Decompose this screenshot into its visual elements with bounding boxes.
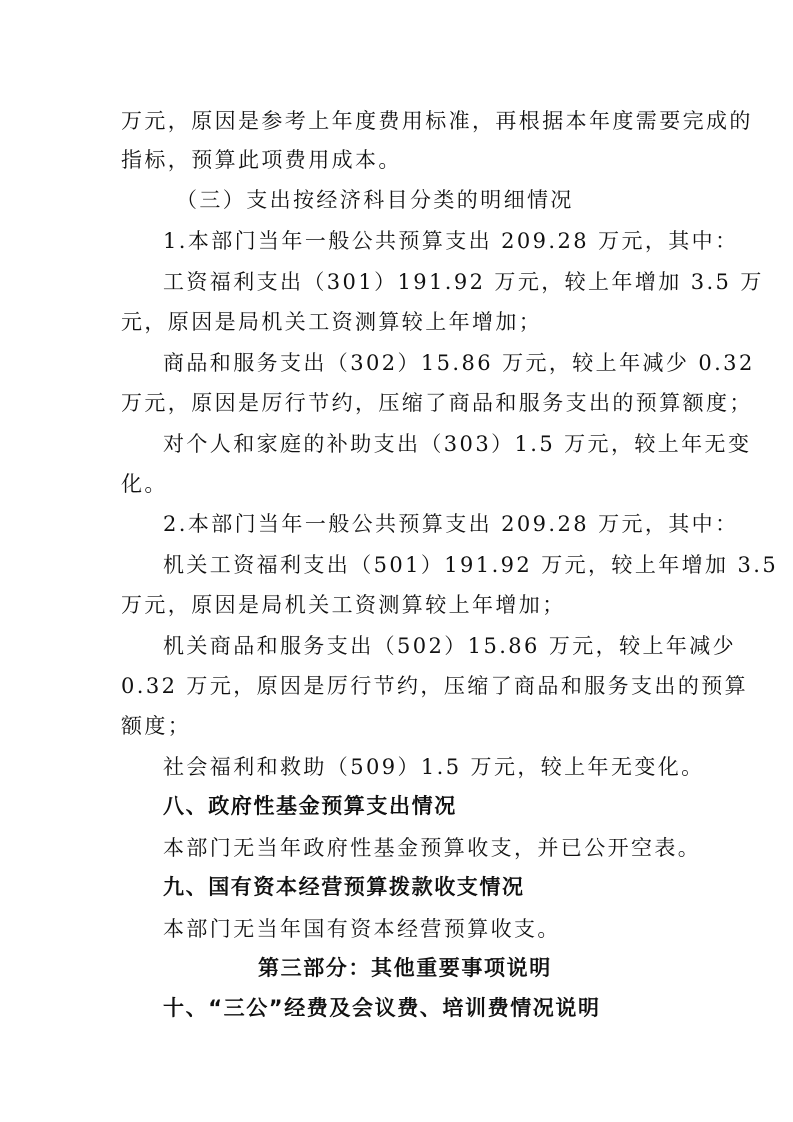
section-heading: 八、政府性基金预算支出情况 (163, 794, 457, 818)
paragraph-line: 对个人和家庭的补助支出（303）1.5 万元，较上年无变 (163, 432, 752, 456)
paragraph-line: 万元，原因是局机关工资测算较上年增加； (121, 593, 566, 617)
paragraph-line: 指标，预算此项费用成本。 (121, 148, 402, 172)
paragraph-line: 本部门无当年国有资本经营预算收支。 (163, 917, 561, 941)
paragraph-line: 商品和服务支出（302）15.86 万元，较上年减少 0.32 (163, 351, 755, 375)
paragraph-line: 化。 (121, 472, 168, 496)
section-heading: 九、国有资本经营预算拨款收支情况 (163, 875, 525, 899)
paragraph-line: 万元，原因是厉行节约，压缩了商品和服务支出的预算额度； (121, 391, 753, 415)
paragraph-line: 万元，原因是参考上年度费用标准，再根据本年度需要完成的 (121, 109, 753, 133)
section-heading: 十、“三公”经费及会议费、培训费情况说明 (163, 996, 601, 1020)
paragraph-line: 机关工资福利支出（501）191.92 万元，较上年增加 3.5 (163, 553, 779, 577)
paragraph-line: 2.本部门当年一般公共预算支出 209.28 万元，其中： (163, 512, 739, 536)
paragraph-line: 工资福利支出（301）191.92 万元，较上年增加 3.5 万 (163, 270, 764, 294)
paragraph-line: 1.本部门当年一般公共预算支出 209.28 万元，其中： (163, 229, 739, 253)
subsection-heading: （三）支出按经济科目分类的明细情况 (176, 188, 574, 212)
paragraph-line: 本部门无当年政府性基金预算收支，并已公开空表。 (163, 836, 702, 860)
paragraph-line: 机关商品和服务支出（502）15.86 万元，较上年减少 (163, 634, 737, 658)
paragraph-line: 元，原因是局机关工资测算较上年增加； (121, 310, 543, 334)
part-heading: 第三部分：其他重要事项说明 (258, 956, 552, 980)
paragraph-line: 0.32 万元，原因是厉行节约，压缩了商品和服务支出的预算 (121, 674, 749, 698)
paragraph-line: 社会福利和救助（509）1.5 万元，较上年无变化。 (163, 755, 705, 779)
paragraph-line: 额度； (121, 714, 192, 738)
